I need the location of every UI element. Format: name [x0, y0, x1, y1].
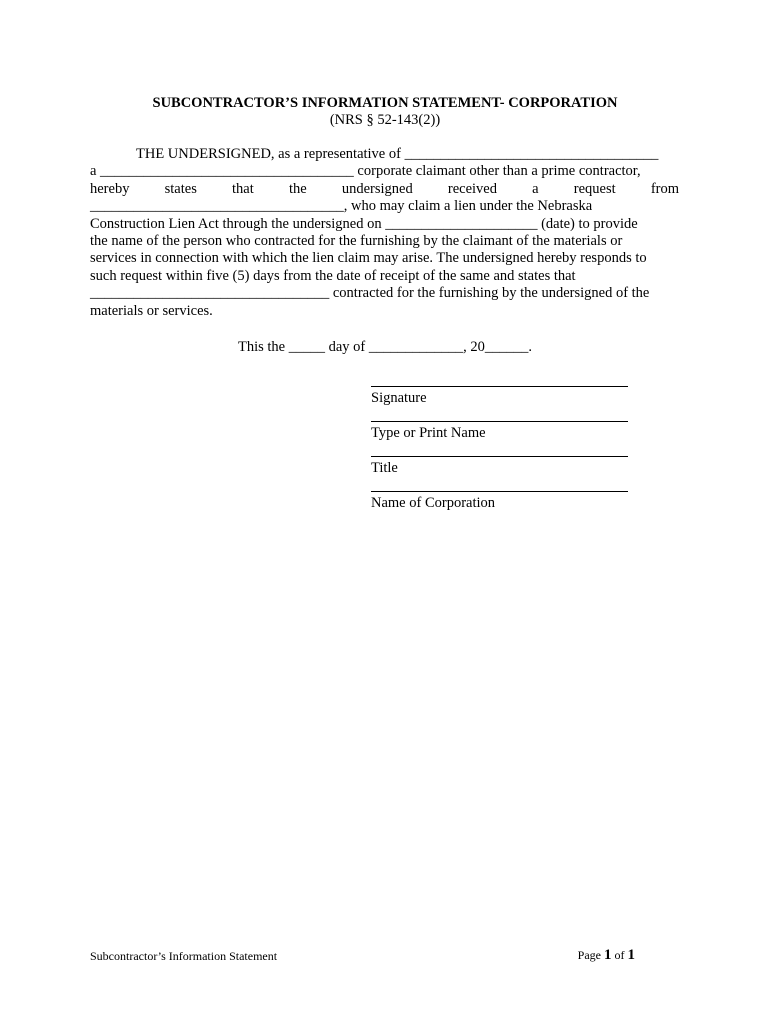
- document-subtitle: (NRS § 52-143(2)): [329, 112, 441, 128]
- print-name-row: [371, 404, 629, 439]
- word: that: [232, 180, 254, 197]
- corporation-label: Name of Corporation: [371, 495, 496, 511]
- word: received: [447, 180, 497, 197]
- word: hereby: [90, 180, 130, 197]
- word: undersigned: [341, 180, 413, 197]
- statement-body: [90, 146, 679, 320]
- body-line: ___________________________________, who may claim a lien under the Nebraska: [90, 198, 593, 215]
- body-line-justified: [90, 181, 679, 198]
- document-title: SUBCONTRACTOR’S INFORMATION STATEMENT- CORPORATION: [152, 95, 618, 111]
- title-label: Title: [371, 460, 398, 476]
- signature-row: [371, 369, 629, 404]
- corporation-row: [371, 474, 629, 509]
- signature-label: Signature: [371, 390, 427, 406]
- body-line: Construction Lien Act through the undersigned on _____________________ (date) to provide: [90, 215, 638, 232]
- page-of: of: [614, 948, 625, 962]
- footer-title: Subcontractor’s Information Statement: [90, 949, 278, 963]
- word: states: [164, 180, 197, 197]
- signature-block: [371, 369, 629, 509]
- title-line: [371, 456, 628, 457]
- page-total: 1: [627, 947, 635, 963]
- word: a: [532, 180, 539, 197]
- word: from: [650, 180, 679, 197]
- word: the: [288, 180, 307, 197]
- date-line: This the _____ day of _____________, 20______.: [237, 339, 532, 355]
- body-line: the name of the person who contracted for the furnishing by the claimant of the materials or: [90, 233, 623, 250]
- body-line: materials or services.: [90, 302, 213, 319]
- print-name-label: Type or Print Name: [371, 425, 486, 441]
- signature-line: [371, 386, 628, 387]
- page-current: 1: [604, 947, 612, 963]
- title-row: [371, 439, 629, 474]
- body-line: a ___________________________________ corporate claimant other than a prime contractor,: [90, 163, 641, 180]
- body-line: _________________________________ contracted for the furnishing by the undersigned of the: [90, 285, 650, 302]
- page-number: [578, 946, 635, 964]
- print-name-line: [371, 421, 628, 422]
- body-line: services in connection with which the lien claim may arise. The undersigned hereby responds to: [90, 250, 647, 267]
- corporation-line: [371, 491, 628, 492]
- body-line: such request within five (5) days from the date of receipt of the same and states that: [90, 267, 576, 284]
- page-prefix: Page: [577, 948, 601, 962]
- word: request: [573, 180, 616, 197]
- body-line: THE UNDERSIGNED, as a representative of ___________________________________: [136, 146, 659, 162]
